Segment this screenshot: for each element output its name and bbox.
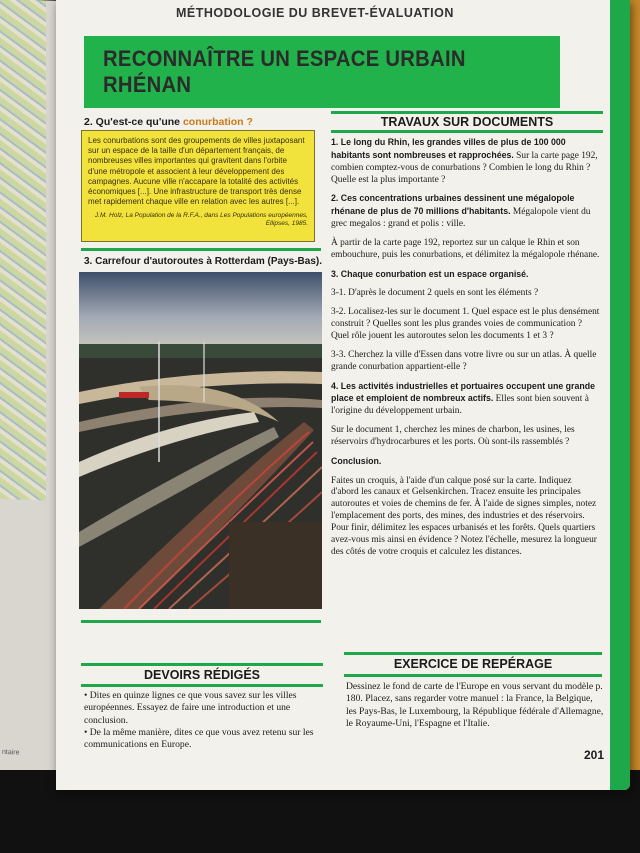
page-header-title: MÉTHODOLOGIE DU BREVET-ÉVALUATION <box>176 6 454 20</box>
devoirs-item-2: • De la même manière, dites ce que vous avez retenu sur les communications en Europe. <box>84 726 314 751</box>
exercice-text: Dessinez le fond de carte de l'Europe en vous servant du modèle p. 180. Placez, sans regarder votre manuel : la France, la Belgique, les Pays-Bas, le Luxembourg, la République fédérale d'Allemagne, le Royaume-Uni, l'Espagne et l'Italie. <box>346 681 604 729</box>
question-2-title <box>84 116 253 128</box>
devoirs-content <box>84 690 324 751</box>
definition-box <box>81 130 315 242</box>
question-2-label: 2. Qu'est-ce qu'une <box>84 116 181 128</box>
travaux-item-4b: Sur le document 1, cherchez les mines de charbon, les usines, les réservoirs d'hydrocarbures et les ports. Où sont-ils rassemblés ? <box>331 425 575 447</box>
travaux-conclusion-title: Conclusion. <box>331 455 382 466</box>
divider <box>331 111 603 114</box>
travaux-content <box>331 137 601 565</box>
devoirs-header: DEVOIRS RÉDIGÉS <box>144 668 260 682</box>
question-2-keyword: conurbation ? <box>182 116 253 128</box>
divider <box>81 248 321 251</box>
rotterdam-interchange-photo <box>79 272 322 609</box>
page-green-strip <box>610 0 630 790</box>
title-banner <box>84 36 560 108</box>
travaux-item-2: 2. Ces concentrations urbaines dessinent une mégalopole rhénane de plus de 70 millions d'habitants. Mégalopole vient du grec megalos : grand et polis : ville. <box>331 193 591 230</box>
travaux-item-3-1: 3-1. D'après le document 2 quels en sont les éléments ? <box>331 288 539 299</box>
travaux-header: TRAVAUX SUR DOCUMENTS <box>380 115 554 129</box>
travaux-item-3-2: 3-2. Localisez-les sur le document 1. Quel espace est le plus densément construit ? Quelles sont les plus grandes voies de communication ? Quel rôle jouent les autoroutes selon les documents 1 et 3 ? <box>331 307 600 341</box>
travaux-item-2b: À partir de la carte page 192, reportez sur un calque le Rhin et son embouchure, puis les conurbations, et délimitez la mégalopole rhénane. <box>331 237 600 260</box>
travaux-conclusion-text: Faites un croquis, à l'aide d'un calque posé sur la carte. Indiquez d'abord les canaux et Gelsenkirchen. Tracez ensuite les principales autoroutes et voies de chemins de fer. À l'aide de signes simples, notez l'emplacement des ports, des mines, des industries et des réservoirs. Pour finir, délimitez les espaces urbanisés et les forêts. Quels quartiers avez-vous mis ainsi en évidence ? Notez l'échelle, mesurez la longueur des côtés de votre croquis et calculez les distances. <box>331 475 597 557</box>
divider <box>344 652 602 655</box>
divider <box>81 620 321 623</box>
left-page-map <box>0 0 46 500</box>
left-page-caption: ntaire <box>2 748 20 757</box>
divider <box>331 130 603 133</box>
divider <box>81 684 323 687</box>
travaux-item-3: 3. Chaque conurbation est un espace organisé. <box>331 268 529 279</box>
page-title: RECONNAÎTRE UN ESPACE URBAIN RHÉNAN <box>103 46 466 97</box>
travaux-item-1: 1. Le long du Rhin, les grandes villes de plus de 100 000 habitants sont nombreuses et rapprochées. Sur la carte page 192, combien comptez-vous de conurbations ? Combien le long du Rhin ? Quelle est la plus importante ? <box>331 137 598 185</box>
divider <box>81 663 323 666</box>
devoirs-item-1: • Dites en quinze lignes ce que vous savez sur les villes européennes. Essayez de faire une introduction et une conclusion. <box>84 690 297 726</box>
divider <box>344 674 602 677</box>
definition-source: J.M. Holz, La Population de la R.F.A., dans Les Populations européennes, Ellipses, 1985. <box>94 211 308 227</box>
interchange-illustration <box>79 272 322 609</box>
page-number: 201 <box>584 748 605 762</box>
exercice-header: EXERCICE DE REPÉRAGE <box>393 657 553 671</box>
travaux-item-3-3: 3-3. Cherchez la ville d'Essen dans votre livre ou sur un atlas. À quelle grande conurbation appartient-elle ? <box>331 349 597 372</box>
travaux-item-4: 4. Les activités industrielles et portuaires occupent une grande place et emploient de nombreux actifs. Elles sont bien souvent à l'origine du développement urbain. <box>331 380 595 417</box>
book-page <box>56 0 630 790</box>
photo-title: 3. Carrefour d'autoroutes à Rotterdam (Pays-Bas). <box>84 256 322 267</box>
definition-text: Les conurbations sont des groupements de villes juxtaposant sur un espace de la taille d'un département français, de nombreuses villes importantes qui gravitent dans l'orbite d'une métropole et associent à leur développement des campagnes. Aucune ville n'accapare la totalité des activités économiques [...]. Une infrastructure de transport très dense met rapidement chaque ville en relation avec les autres [...]. <box>88 136 305 207</box>
